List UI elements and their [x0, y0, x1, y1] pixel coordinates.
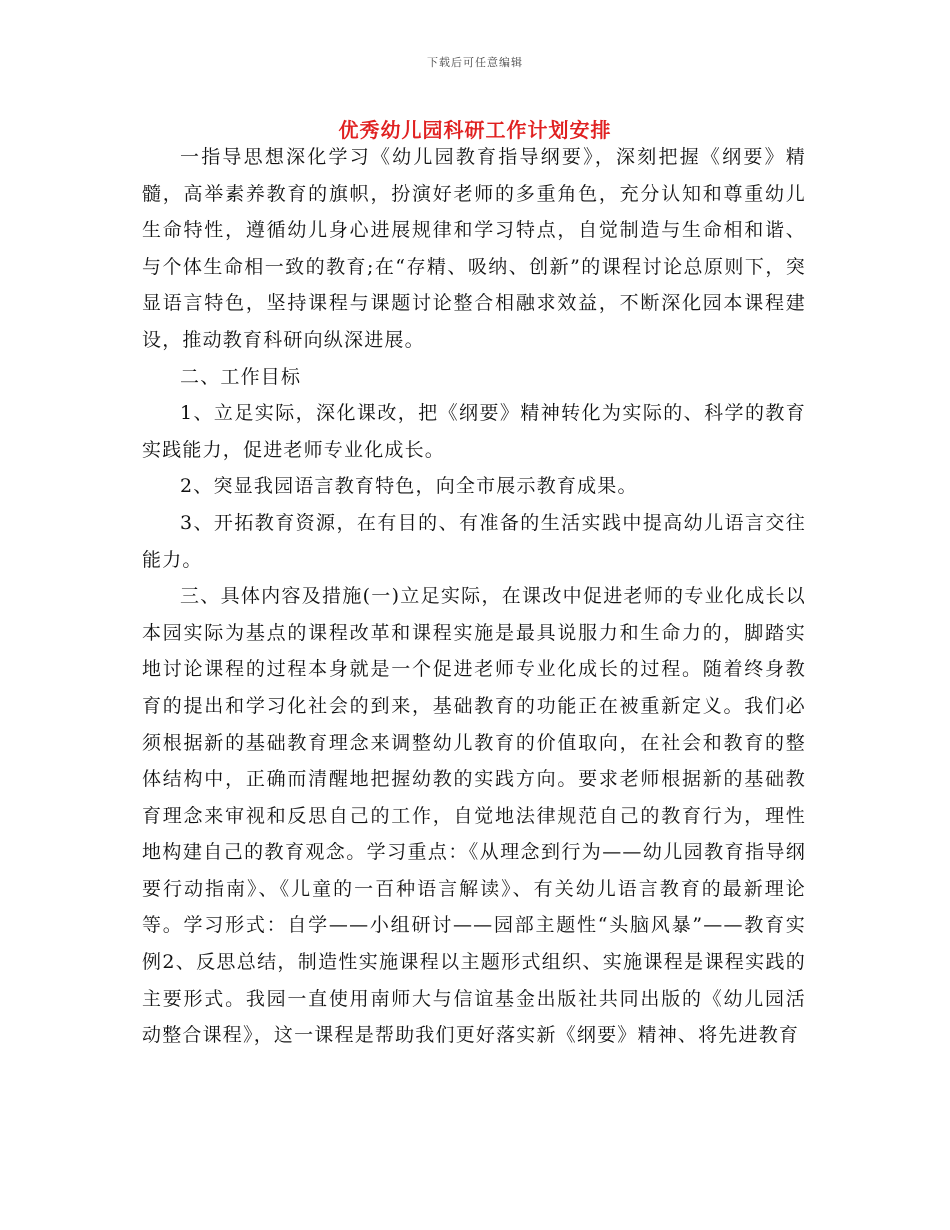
paragraph-goal-1: 1、立足实际，深化课改，把《纲要》精神转化为实际的、科学的教育实践能力，促进老师专业化成长。 [142, 402, 806, 461]
paragraph-measures: 三、具体内容及措施(一)立足实际，在课改中促进老师的专业化成长以本园实际为基点的课程改革和课程实施是最具说服力和生命力的，脚踏实地讨论课程的过程本身就是一个促进老师专业化成长的过程。随着终身教育的提出和学习化社会的到来，基础教育的功能正在被重新定义。我们必须根据新的基础教育理念来调整幼儿教育的价值取向，在社会和教育的整体结构中，正确而清醒地把握幼教的实践方向。要求老师根据新的基础教育理念来审视和反思自己的工作，自觉地法律规范自己的教育行为，理性地构建自己的教育观念。学习重点：《从理念到行为——幼儿园教育指导纲要行动指南》、《儿童的一百种语言解读》、有关幼儿语言教育的最新理论等。学习形式：自学——小组研讨——园部主题性“头脑风暴”——教育实例2、反思总结，制造性实施课程以主题形式组织、实施课程是课程实践的主要形式。我园一直使用南师大与信谊基金出版社共同出版的《幼儿园活动整合课程》，这一课程是帮助我们更好落实新《纲要》精神、将先进教育 [142, 585, 806, 1047]
paragraph-guiding-ideology: 一指导思想深化学习《幼儿园教育指导纲要》，深刻把握《纲要》精髓，高举素养教育的旗帜，扮演好老师的多重角色，充分认知和尊重幼儿生命特性，遵循幼儿身心进展规律和学习特点，自觉制造与生命相和谐、与个体生命相一致的教育;在“存精、吸纳、创新”的课程讨论总原则下，突显语言特色，坚持课程与课题讨论整合相融求效益，不断深化园本课程建设，推动教育科研向纵深进展。 [142, 146, 806, 351]
paragraph-goal-2: 2、突显我园语言教育特色，向全市展示教育成果。 [180, 475, 638, 498]
paragraph-goal-3: 3、开拓教育资源，在有目的、有准备的生活实践中提高幼儿语言交往能力。 [142, 511, 806, 571]
header-note: 下载后可任意编辑 [427, 56, 523, 69]
section-heading-work-goals: 二、工作目标 [180, 365, 302, 388]
document-body [142, 139, 806, 1054]
document-title: 优秀幼儿园科研工作计划安排 [338, 118, 612, 142]
